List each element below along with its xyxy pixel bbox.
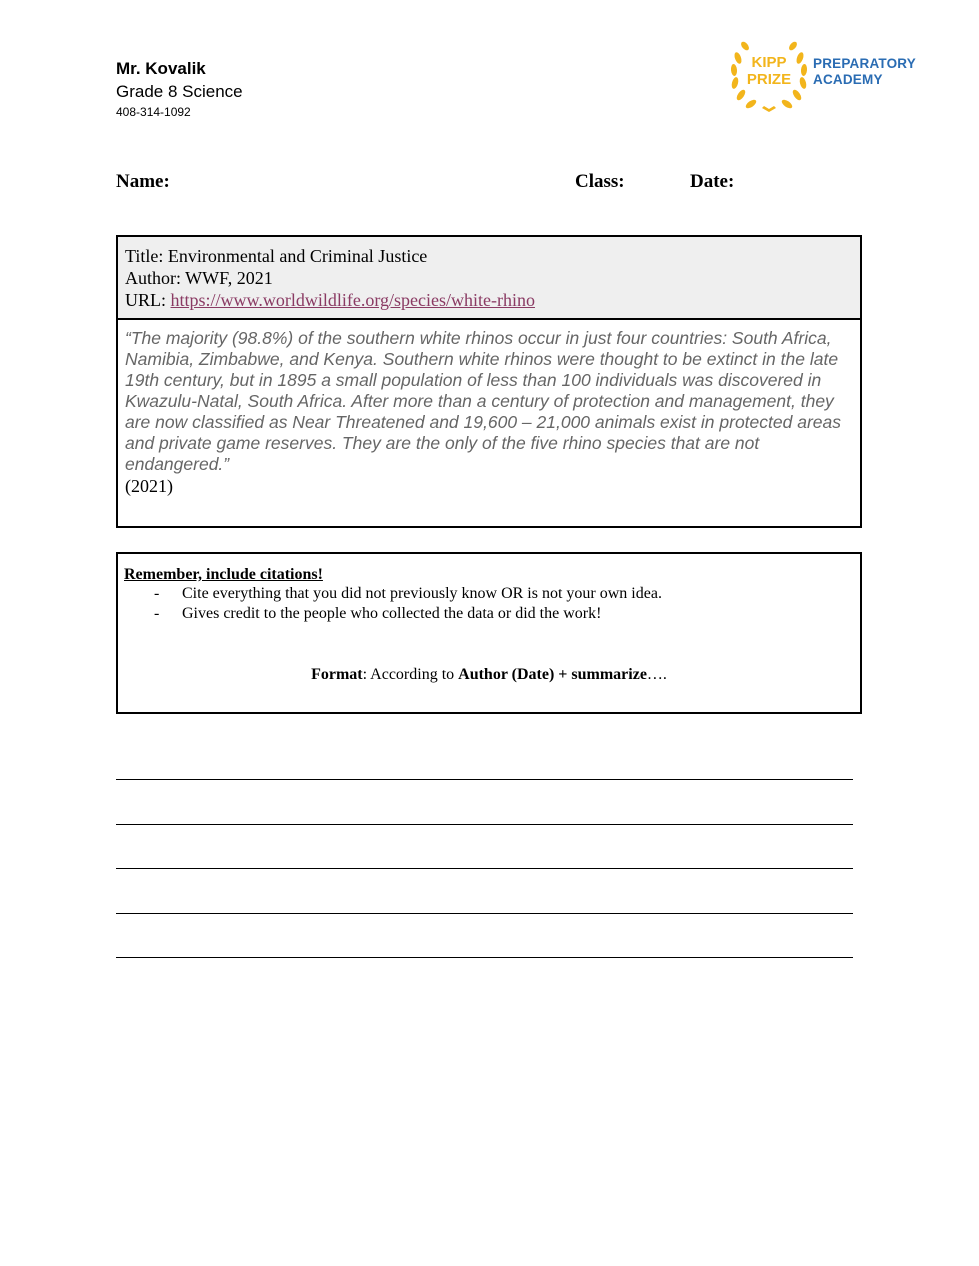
bullet-dash: -: [154, 605, 160, 622]
source-url-label: URL:: [125, 290, 171, 310]
class-field-label: Class:: [575, 171, 625, 192]
quote-year: (2021): [125, 476, 173, 496]
teacher-info: [116, 58, 243, 120]
source-title: Title: Environmental and Criminal Justice: [125, 246, 428, 266]
answer-line[interactable]: [116, 824, 853, 825]
answer-line[interactable]: [116, 868, 853, 869]
phone-number: 408-314-1092: [116, 105, 191, 119]
source-box: [116, 235, 862, 528]
source-quote: “The majority (98.8%) of the southern white rhinos occur in just four countries: South Africa, Namibia, Zimbabwe, and Kenya. Southern white rhinos were thought to be extinct in the late 19th century, but in 1895 a small population of less than 100 individuals was discovered in Kwazulu-Natal, South Africa. After more than a century of protection and management, they are now classified as Near Threatened and 19,600 – 21,000 animals exist in protected areas and private game reserves. They are the only of the five rhino species that are not endangered.”: [125, 328, 841, 474]
laurel-wreath-icon: [728, 34, 810, 114]
date-field-label: Date:: [690, 171, 735, 192]
teacher-name: Mr. Kovalik: [116, 59, 206, 78]
list-item: - Cite everything that you did not previously know OR is not your own idea.: [154, 585, 662, 602]
format-middle: : According to: [362, 666, 459, 683]
source-url-row: [125, 289, 860, 311]
list-item: - Gives credit to the people who collected the data or did the work!: [154, 605, 602, 622]
school-logo: [728, 34, 918, 114]
logo-word-kipp: KIPP: [751, 54, 787, 71]
logo-text-academy: ACADEMY: [813, 72, 883, 87]
answer-line[interactable]: [116, 913, 853, 914]
citation-heading: Remember, include citations!: [124, 566, 323, 583]
bullet-dash: -: [154, 585, 160, 602]
source-header: [118, 237, 860, 320]
source-author: Author: WWF, 2021: [125, 268, 273, 288]
citation-format: [118, 666, 860, 684]
format-pattern: Author (Date) + summarize: [458, 666, 647, 683]
logo-text-preparatory: PREPARATORY: [813, 56, 916, 71]
format-label: Format: [311, 666, 363, 683]
logo-word-prize: PRIZE: [746, 71, 792, 88]
name-field-label: Name:: [116, 171, 170, 192]
source-body: [118, 320, 860, 497]
course-name: Grade 8 Science: [116, 82, 243, 101]
citation-reminder-box: [116, 552, 862, 714]
source-url-link[interactable]: https://www.worldwildlife.org/species/white-rhino: [170, 290, 535, 310]
answer-line[interactable]: [116, 957, 853, 958]
format-ellipsis: ….: [646, 666, 667, 683]
answer-line[interactable]: [116, 779, 853, 780]
